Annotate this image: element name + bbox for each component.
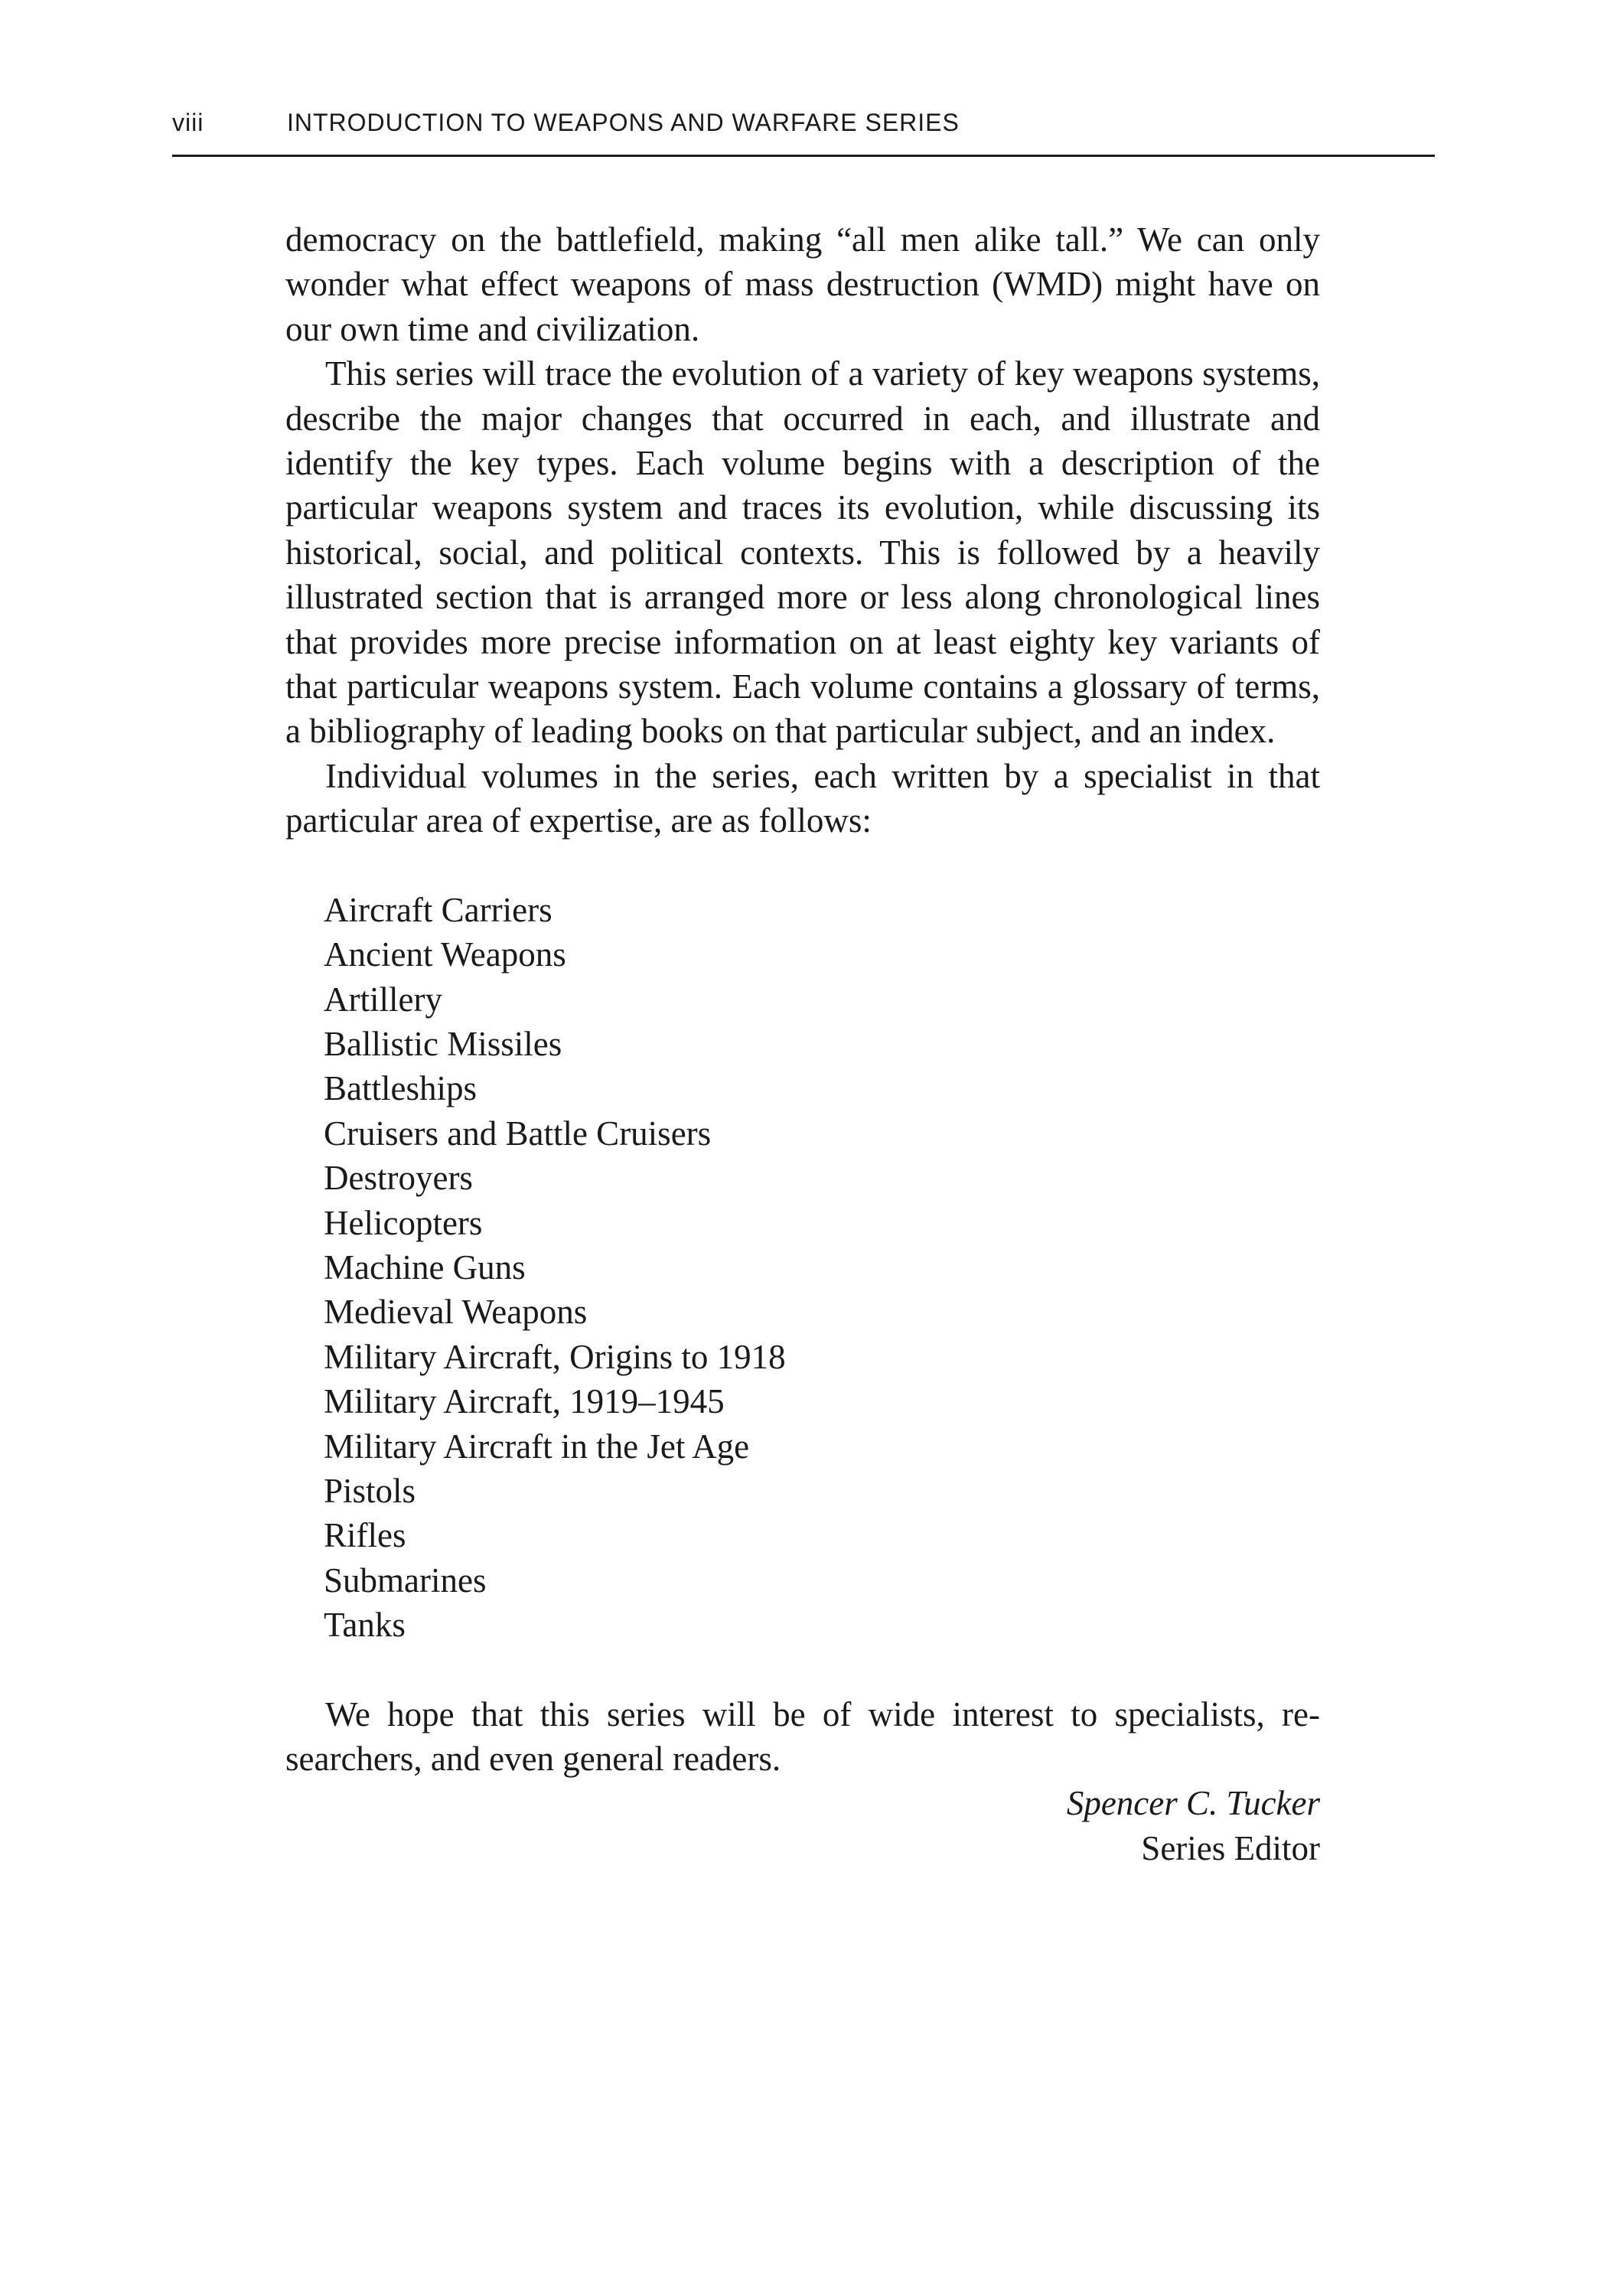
list-item: Military Aircraft in the Jet Age <box>324 1427 750 1466</box>
list-item: Medieval Weapons <box>324 1293 588 1332</box>
list-item: Helicopters <box>324 1203 483 1242</box>
list-item: Artillery <box>324 980 442 1019</box>
list-item: Battleships <box>324 1069 477 1108</box>
paragraph-closing: We hope that this series will be of wide interest to specialists, researchers, and even general readers. <box>285 1694 1320 1778</box>
paragraph-volumes-intro: Individual volumes in the series, each written by a specialist in that particular area of expertise, are as follows: <box>285 756 1320 840</box>
body-text <box>285 217 1320 1870</box>
list-item: Military Aircraft, 1919–1945 <box>324 1382 725 1421</box>
list-item: Military Aircraft, Origins to 1918 <box>324 1337 786 1376</box>
list-item: Aircraft Carriers <box>324 890 553 929</box>
page-number: viii <box>172 109 204 136</box>
signature-block <box>285 1781 1320 1870</box>
editor-name: Spencer C. Tucker <box>1066 1784 1320 1823</box>
paragraph-continued: democracy on the battlefield, making “all men alike tall.” We can only wonder what effect weapons of mass destruction (WMD) might have on our own time and civilization. <box>285 220 1320 348</box>
list-item: Cruisers and Battle Cruisers <box>324 1114 712 1153</box>
list-item: Pistols <box>324 1471 416 1510</box>
series-title: INTRODUCTION TO WEAPONS AND WARFARE SERIES <box>287 109 960 136</box>
list-item: Ancient Weapons <box>324 935 566 974</box>
list-item: Machine Guns <box>324 1247 526 1287</box>
running-head <box>172 109 1435 155</box>
header-rule <box>172 155 1435 157</box>
volume-list <box>324 888 1320 1648</box>
list-item: Ballistic Missiles <box>324 1024 562 1063</box>
list-item: Tanks <box>324 1606 406 1645</box>
list-item: Submarines <box>324 1561 487 1600</box>
paragraph-series-description: This series will trace the evolution of a variety of key weapons systems, describe the major changes that occurred in each, and illustrate and identify the key types. Each volume begins with a description of the particular weapons system and traces its evolution, while discussing its historical, social, and political contexts. This is followed by a heavily illustrated section that is arranged more or less along chronological lines that provides more precise information on at least eighty key variants of that particular weapons system. Each volume contains a glossary of terms, a bibliography of leading books on that particular subject, and an index. <box>285 354 1320 751</box>
list-item: Destroyers <box>324 1159 473 1198</box>
list-item: Rifles <box>324 1516 406 1555</box>
editor-role: Series Editor <box>1141 1828 1320 1867</box>
